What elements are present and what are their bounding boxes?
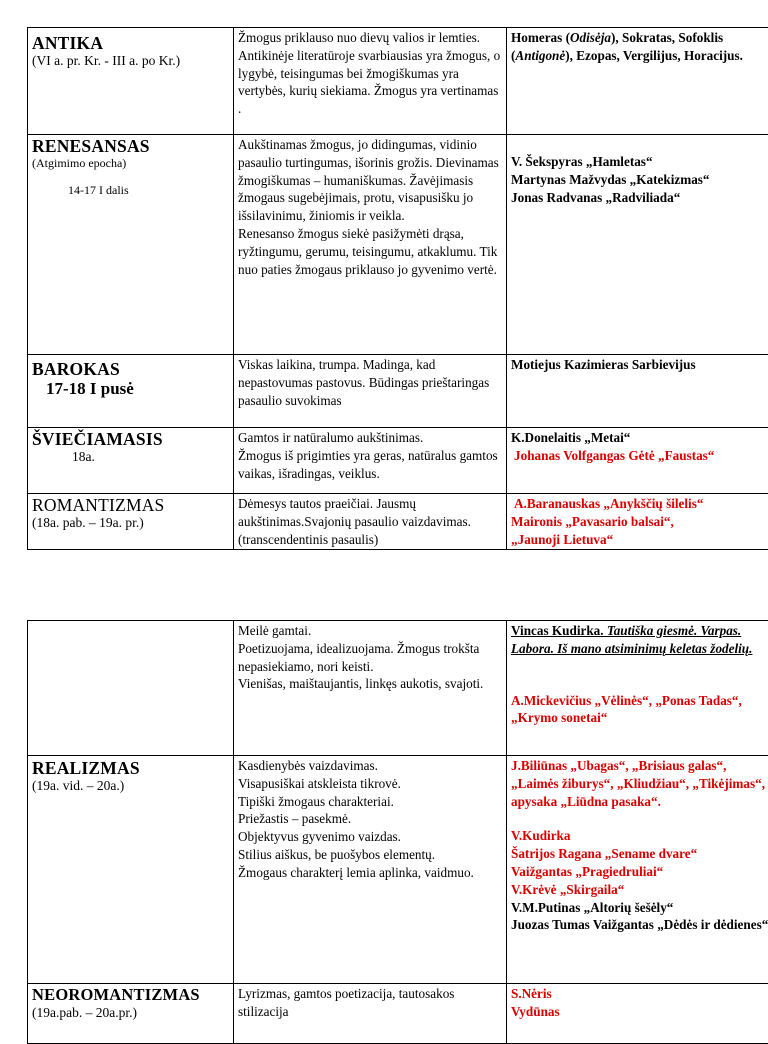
description-cell	[234, 135, 507, 355]
description-cell	[234, 621, 507, 756]
author-line: Juozas Tumas Vaižgantas „Dėdės ir dėdienes“	[511, 916, 768, 934]
era-description: Kasdienybės vaizdavimas. Visapusiškai atskleista tikrovė. Tipiški žmogaus charakteriai. Priežastis – pasekmė. Objektyvus gyvenimo vaizdas. Stilius aiškus, be puošybos elementų. Žmogaus charakterį lemia aplinka, vaidmuo.	[238, 757, 502, 882]
author-line: Šatrijos Ragana „Sename dvare“	[511, 845, 768, 863]
author-line: V.Kudirka	[511, 827, 768, 845]
table-row	[28, 984, 768, 1044]
authors-text: Vincas Kudirka. Tautiška giesmė. Varpas. Labora. Iš mano atsiminimų keletas žodelių.	[511, 622, 768, 658]
era-title: NEOROMANTIZMAS	[32, 985, 229, 1005]
era-period: (18a. pab. – 19a. pr.)	[32, 515, 229, 531]
authors-text: Homeras (Odisėja), Sokratas, Sofoklis (Antigonė), Ezopas, Vergilijus, Horacijus.	[511, 29, 768, 65]
authors-cell	[507, 621, 768, 756]
author-line: V.Krėvė „Skirgaila“	[511, 881, 768, 899]
author-line: Johanas Volfgangas Gėtė „Faustas“	[514, 447, 768, 465]
authors-cell	[507, 756, 768, 984]
table-row	[28, 428, 768, 494]
table-row	[28, 621, 768, 756]
era-cell	[28, 621, 234, 756]
authors-cell	[507, 428, 768, 494]
table-row	[28, 494, 768, 550]
author-line: Jonas Radvanas „Radviliada“	[511, 189, 768, 207]
era-cell	[28, 355, 234, 428]
era-period: (19a.pab. – 20a.pr.)	[32, 1005, 229, 1021]
era-cell	[28, 135, 234, 355]
table-row	[28, 756, 768, 984]
era-period: (VI a. pr. Kr. - III a. po Kr.)	[32, 53, 229, 69]
table-row	[28, 28, 768, 135]
era-note: 14-17 I dalis	[68, 183, 229, 198]
authors-cell	[507, 494, 768, 550]
author-line: K.Donelaitis „Metai“	[511, 429, 768, 447]
era-period: (19a. vid. – 20a.)	[32, 778, 229, 794]
description-cell	[234, 984, 507, 1044]
era-description: Aukštinamas žmogus, jo didingumas, vidinio pasaulio turtingumas, išorinis grožis. Dievinamas žmogiškumas – humaniškumas. Žavėjimasis žmogaus sugebėjimais, protu, visapusišku jo išsilavinimu, žiniomis ir veikla. Renesanso žmogus siekė pasižymėti drąsa, ryžtingumu, gerumu, teisingumu, atkaklumu. Tik nuo paties žmogaus priklauso jo gyvenimo vertė.	[238, 136, 502, 278]
era-title: ROMANTIZMAS	[32, 495, 229, 515]
description-cell	[234, 494, 507, 550]
author-line: A.Baranauskas „Anykščių šilelis“	[514, 495, 768, 513]
era-description: Viskas laikina, trumpa. Madinga, kad nepastovumas pastovus. Būdingas prieštaringas pasaulio suvokimas	[238, 356, 502, 409]
era-description: Meilė gamtai. Poetizuojama, idealizuojama. Žmogus trokšta nepasiekiamo, nori keisti. Vienišas, maištaujantis, linkęs aukotis, svajoti.	[238, 622, 502, 693]
era-cell	[28, 984, 234, 1044]
description-cell	[234, 756, 507, 984]
era-period: 17-18 I pusė	[46, 379, 229, 399]
era-description: Dėmesys tautos praeičiai. Jausmų aukštinimas.Svajonių pasaulio vaizdavimas. (transcendentinis pasaulis)	[238, 495, 502, 548]
authors-text: J.Biliūnas „Ubagas“, „Brisiaus galas“, „Laimės žiburys“, „Kliudžiau“, „Tikėjimas“, apysaka „Liūdna pasaka“.	[511, 757, 768, 810]
authors-cell	[507, 355, 768, 428]
era-description: Žmogus priklauso nuo dievų valios ir lemties. Antikinėje literatūroje svarbiausias yra žmogus, o lygybė, teisingumas bei žmogiškumas yra vertybės, kurių siekiama. Žmogus yra vertinamas .	[238, 29, 502, 118]
era-title: REALIZMAS	[32, 758, 229, 778]
author-line: Vydūnas	[511, 1003, 768, 1021]
author-line: V.M.Putinas „Altorių šešėly“	[511, 899, 768, 917]
table-row	[28, 355, 768, 428]
era-period: (Atgimimo epocha)	[32, 156, 229, 171]
description-cell	[234, 28, 507, 135]
author-line: „Jaunoji Lietuva“	[511, 531, 768, 549]
era-period: 18a.	[72, 449, 229, 465]
table-row	[28, 135, 768, 355]
authors-text: A.Mickevičius „Vėlinės“, „Ponas Tadas“, „Krymo sonetai“	[511, 692, 768, 728]
era-cell	[28, 28, 234, 135]
authors-cell	[507, 984, 768, 1044]
era-title: ŠVIEČIAMASIS	[32, 429, 229, 449]
literature-table-2	[27, 620, 768, 1044]
literature-table-1	[27, 27, 768, 550]
era-cell	[28, 756, 234, 984]
author-line: S.Nėris	[511, 985, 768, 1003]
description-cell	[234, 355, 507, 428]
author-line: Motiejus Kazimieras Sarbievijus	[511, 356, 768, 374]
author-line: Vaižgantas „Pragiedruliai“	[511, 863, 768, 881]
author-line: Maironis „Pavasario balsai“,	[511, 513, 768, 531]
era-title: BAROKAS	[32, 359, 229, 379]
era-description: Gamtos ir natūralumo aukštinimas. Žmogus iš prigimties yra geras, natūralus gamtos vaikas, išradingas, veiklus.	[238, 429, 502, 482]
authors-cell	[507, 135, 768, 355]
author-line: V. Šekspyras „Hamletas“	[511, 153, 768, 171]
description-cell	[234, 428, 507, 494]
era-title: RENESANSAS	[32, 136, 229, 156]
era-cell	[28, 494, 234, 550]
era-cell	[28, 428, 234, 494]
era-description: Lyrizmas, gamtos poetizacija, tautosakos stilizacija	[238, 985, 502, 1021]
era-title: ANTIKA	[32, 33, 229, 53]
authors-cell	[507, 28, 768, 135]
author-line: Martynas Mažvydas „Katekizmas“	[511, 171, 768, 189]
